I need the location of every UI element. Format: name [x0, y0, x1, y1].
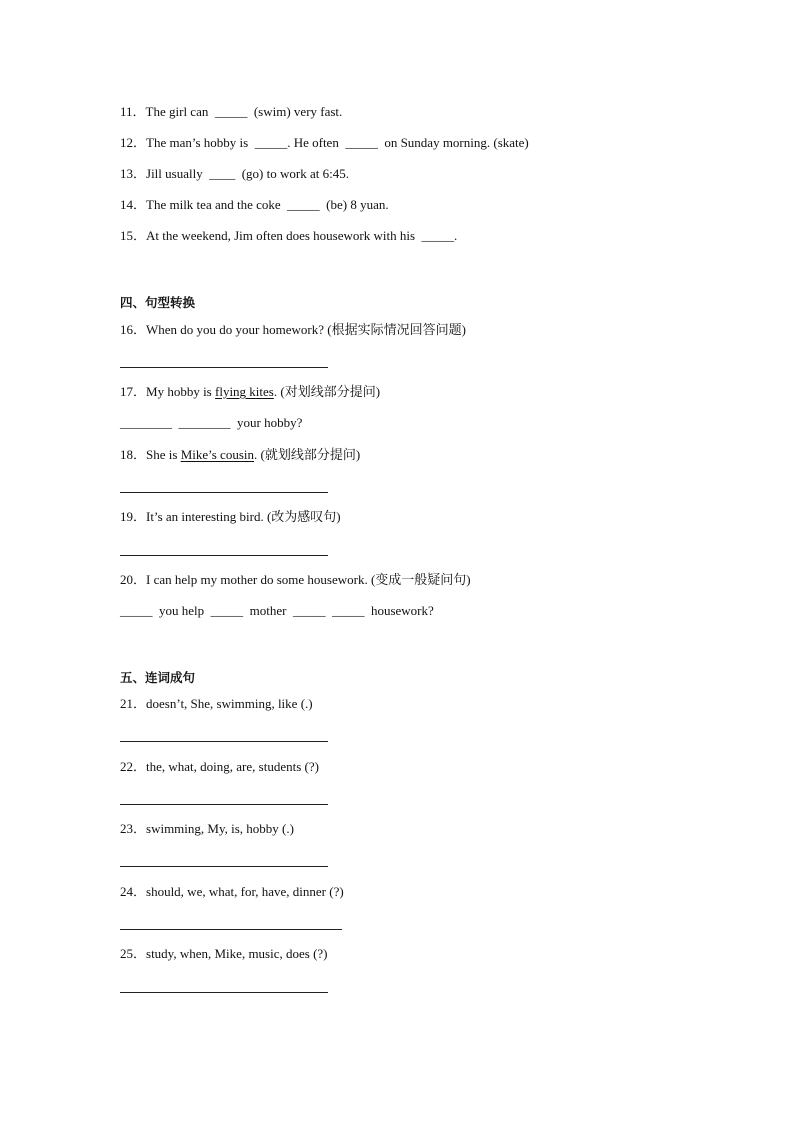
question-number: 20 [120, 572, 133, 587]
question-number: 21 [120, 696, 133, 711]
question-text: When do you do your homework? (根据实际情况回答问题) [146, 322, 466, 337]
question-17: 17．My hobby is flying kites. (对划线部分提问) [120, 384, 381, 399]
question-12: 12．The man’s hobby is _____. He often _____ on Sunday morning. (skate) [120, 135, 529, 150]
question-number: 12 [120, 135, 133, 150]
question-20: 20．I can help my mother do some housework. (变成一般疑问句) [120, 572, 471, 587]
answer-line-23[interactable] [120, 866, 328, 867]
answer-line-19[interactable] [120, 555, 328, 556]
answer-template-17: ________ ________ your hobby? [120, 415, 303, 430]
question-16: 16．When do you do your homework? (根据实际情况回答问题) [120, 322, 466, 337]
question-number: 13 [120, 166, 133, 181]
question-instruction: . (就划线部分提问) [254, 447, 361, 462]
question-text: the, what, doing, are, students (?) [146, 759, 319, 774]
question-22: 22．the, what, doing, are, students (?) [120, 759, 319, 774]
answer-line-18[interactable] [120, 492, 328, 493]
question-number: 11 [120, 104, 133, 119]
question-text: The girl can _____ (swim) very fast. [145, 104, 343, 119]
question-number: 14 [120, 197, 133, 212]
question-13: 13．Jill usually ____ (go) to work at 6:45. [120, 166, 349, 181]
question-25: 25．study, when, Mike, music, does (?) [120, 946, 328, 961]
answer-line-25[interactable] [120, 992, 328, 993]
question-instruction: . (对划线部分提问) [273, 384, 381, 399]
question-text: should, we, what, for, have, dinner (?) [146, 884, 344, 899]
question-text: It’s an interesting bird. (改为感叹句) [146, 509, 341, 524]
question-number: 23 [120, 821, 133, 836]
question-number: 22 [120, 759, 133, 774]
question-number: 19 [120, 509, 133, 524]
answer-line-16[interactable] [120, 367, 328, 368]
question-21: 21．doesn’t, She, swimming, like (.) [120, 696, 313, 711]
answer-line-22[interactable] [120, 804, 328, 805]
question-text: My hobby is [146, 384, 215, 399]
question-text: At the weekend, Jim often does housework with his _____. [146, 228, 458, 243]
question-text: swimming, My, is, hobby (.) [146, 821, 294, 836]
question-number: 18 [120, 447, 133, 462]
question-14: 14．The milk tea and the coke _____ (be) 8 yuan. [120, 197, 389, 212]
section-4-heading: 四、句型转换 [120, 295, 196, 310]
question-number: 17 [120, 384, 133, 399]
question-text: The milk tea and the coke _____ (be) 8 yuan. [146, 197, 389, 212]
underlined-phrase: Mike’s cousin [180, 447, 254, 462]
question-text: doesn’t, She, swimming, like (.) [146, 696, 313, 711]
question-23: 23．swimming, My, is, hobby (.) [120, 821, 294, 836]
answer-template-20: _____ you help _____ mother _____ _____ housework? [120, 603, 434, 618]
question-18: 18．She is Mike’s cousin. (就划线部分提问) [120, 447, 361, 462]
section-5-heading: 五、连词成句 [120, 670, 196, 685]
question-11: 11．The girl can _____ (swim) very fast. [120, 104, 343, 119]
question-text: She is [146, 447, 181, 462]
question-number: 24 [120, 884, 133, 899]
answer-line-24[interactable] [120, 929, 342, 930]
question-24: 24．should, we, what, for, have, dinner (?) [120, 884, 344, 899]
question-15: 15．At the weekend, Jim often does housework with his _____. [120, 228, 458, 243]
question-19: 19．It’s an interesting bird. (改为感叹句) [120, 509, 341, 524]
question-text: The man’s hobby is _____. He often _____ on Sunday morning. (skate) [146, 135, 529, 150]
question-text: Jill usually ____ (go) to work at 6:45. [146, 166, 349, 181]
question-number: 25 [120, 946, 133, 961]
question-text: study, when, Mike, music, does (?) [146, 946, 328, 961]
underlined-phrase: flying kites [215, 384, 274, 399]
question-number: 15 [120, 228, 133, 243]
question-text: I can help my mother do some housework. (变成一般疑问句) [146, 572, 471, 587]
answer-line-21[interactable] [120, 741, 328, 742]
question-number: 16 [120, 322, 133, 337]
